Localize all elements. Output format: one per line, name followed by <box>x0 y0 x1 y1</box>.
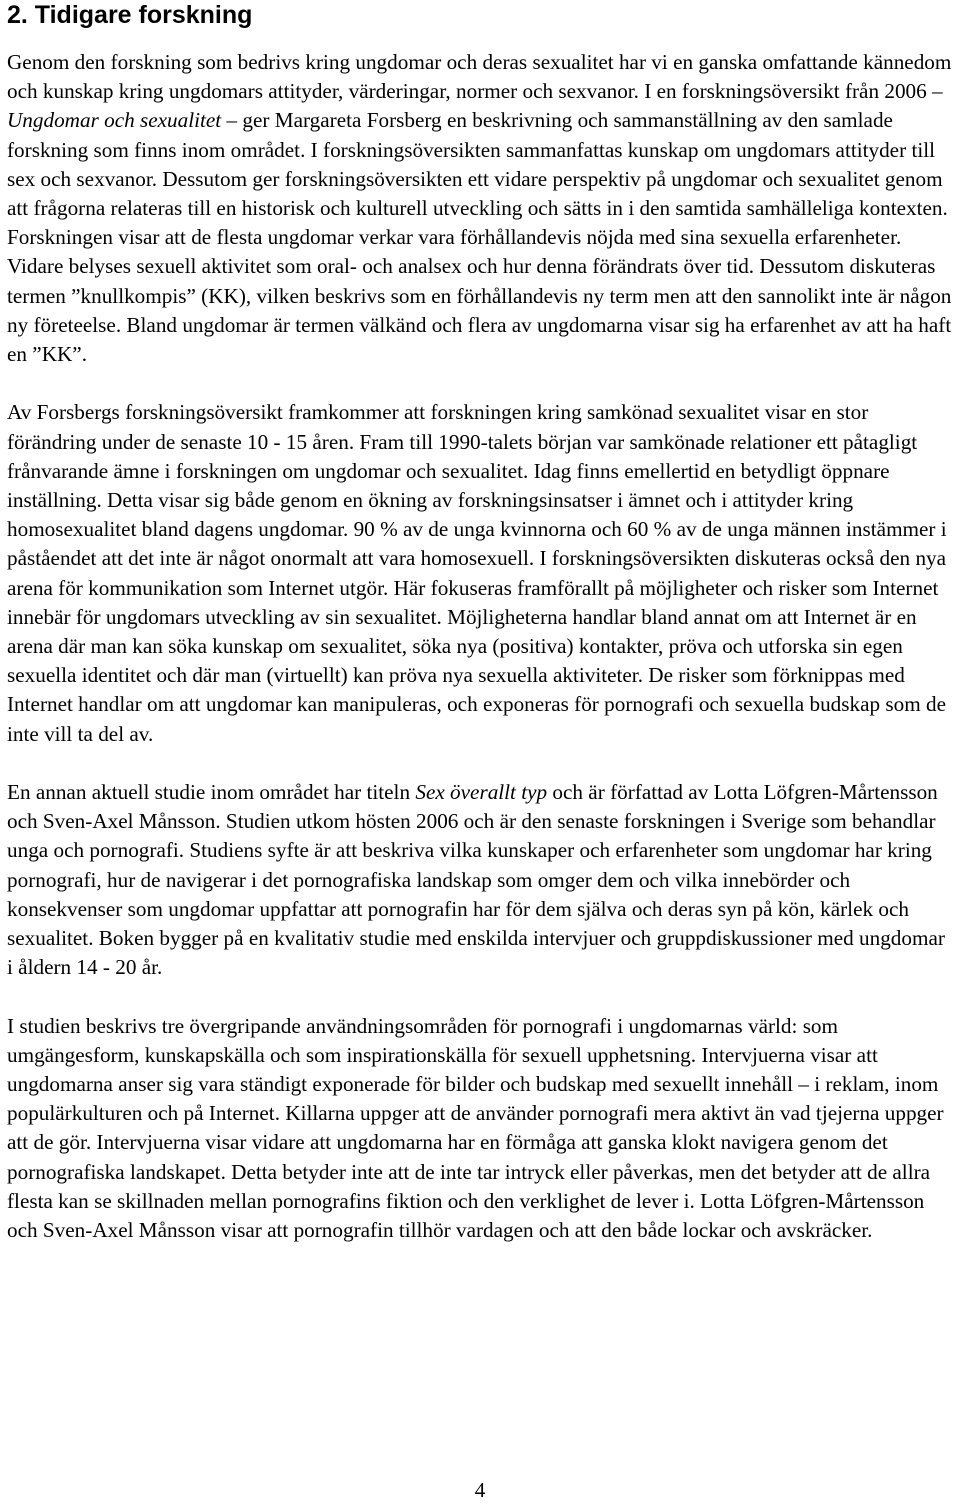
section-heading: 2. Tidigare forskning <box>7 1 253 29</box>
page-number: 4 <box>474 1478 486 1502</box>
paragraph-text: Genom den forskning som bedrivs kring ungdomar och deras sexualitet har vi en ganska omfattande kännedom och kunskap kring ungdomars attityder, värderingar, normer och sexvanor. I en forskningsöversikt från 2006 – <box>7 50 952 104</box>
paragraph-text: och är författad av Lotta Löfgren-Mårtensson och Sven-Axel Månsson. Studien utkom hösten 2006 och är den senaste forskningen i Sverige som behandlar unga och pornografi. Studiens syfte är att beskriva vilka kunskaper och erfarenheter som ungdomar har kring pornografi, hur de navigerar i det pornografiska landskap som omger dem och vilka innebörder och konsekvenser som ungdomar uppfattar att pornografin har för dem själva och deras syn på kön, kärlek och sexualitet. Boken bygger på en kvalitativ studie med enskilda intervjuer och gruppdiskussioner med ungdomar i åldern 14 - 20 år. <box>7 780 945 980</box>
paragraph-study-findings: I studien beskrivs tre övergripande användningsområden för pornografi i ungdomarnas värld: som umgängesform, kunskapskälla och som inspirationskälla för sexuell upphetsning. Intervjuerna visar att ungdomarna anser sig vara ständigt exponerade för bilder och budskap med sexuellt innehåll – i reklam, inom populärkulturen och på Internet. Killarna uppger att de använder pornografi mera aktivt än vad tjejerna uppger att de gör. Intervjuerna visar vidare att ungdomarna har en förmåga att ganska klokt navigera genom det pornografiska landskapet. Detta betyder inte att de inte tar intryck eller påverkas, men det betyder att de allra flesta kan se skillnaden mellan pornografins fiktion och den verklighet de lever i. Lotta Löfgren-Mårtensson och Sven-Axel Månsson visar att pornografin tillhör vardagen och att den både lockar och avskräcker. <box>7 1013 944 1243</box>
paragraph-forsberg-overview <box>7 48 953 369</box>
document-page <box>7 0 953 1274</box>
book-title: Sex överallt typ <box>415 780 548 805</box>
paragraph-same-sex-and-internet: Av Forsbergs forskningsöversikt framkommer att forskningen kring samkönad sexualitet visar en stor förändring under de senaste 10 - 15 åren. Fram till 1990-talets början var samkönade relationer ett påtagligt frånvarande ämne i forskningen om ungdomar och sexualitet. Idag finns emellertid en betydligt öppnare inställning. Detta visar sig både genom en ökning av forskningsinsatser i ämnet och i attityder kring homosexualitet bland dagens ungdomar. 90 % av de unga kvinnorna och 60 % av de unga männen instämmer i påståendet att det inte är något onormalt att vara homosexuell. I forskningsöversikten diskuteras också den nya arena för kommunikation som Internet utgör. Här fokuseras framförallt på möjligheter och risker som Internet innebär för ungdomars utveckling av sin sexualitet. Möjligheterna handlar bland annat om att Internet är en arena där man kan söka kunskap om sexualitet, söka nya (positiva) kontakter, pröva och utforska sin egen sexuella identitet och där man (virtuellt) kan pröva nya sexuella aktiviteter. De risker som förknippas med Internet handlar om att ungdomar kan manipuleras, och exponeras för pornografi och sexuella budskap som de inte vill ta del av. <box>7 400 947 746</box>
book-title: Ungdomar och sexualitet <box>7 108 222 133</box>
paragraph-sex-overallt-typ <box>7 778 953 982</box>
paragraph-text: En annan aktuell studie inom området har titeln <box>7 780 416 805</box>
paragraph-text: – ger Margareta Forsberg en beskrivning och sammanställning av den samlade forskning som finns inom området. I forskningsöversikten sammanfattas kunskap om ungdomars attityder till sex och sexvanor. Dessutom ger forskningsöversikten ett vidare perspektiv på ungdomar och sexualitet genom att frågorna relateras till en historisk och kulturell utveckling och sätts in i den samtida samhälleliga kontexten. Forskningen visar att de flesta ungdomar verkar vara förhållandevis nöjda med sina sexuella erfarenheter. Vidare belyses sexuell aktivitet som oral- och analsex och hur denna förändrats över tid. Dessutom diskuteras termen ”knullkompis” (KK), vilken beskrivs som en förhållandevis ny term men att den sannolikt inte är någon ny företeelse. Bland ungdomar är termen välkänd och flera av ungdomarna visar sig ha erfarenhet av att ha haft en ”KK”. <box>7 108 952 367</box>
